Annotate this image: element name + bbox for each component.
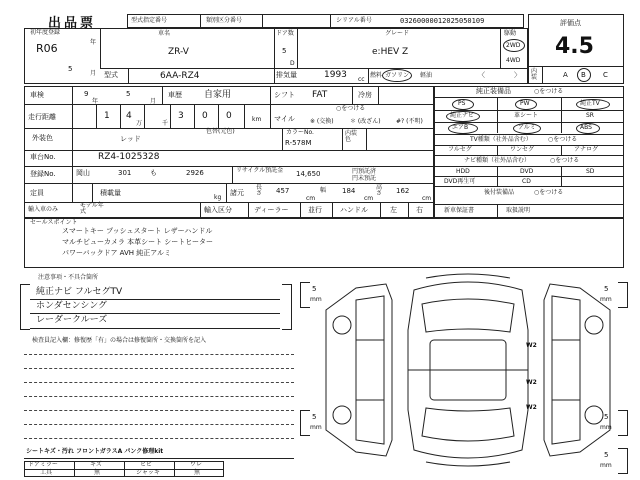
mileage-digit-3: 3	[178, 111, 184, 121]
damage-mark-2: W2	[526, 379, 537, 386]
registration-number: 2926	[186, 169, 204, 177]
tread-rear-left: 5	[312, 413, 317, 421]
drive-4wd: 4WD	[506, 57, 521, 64]
genuine-equipment-label: 純正装備品	[476, 87, 511, 95]
serial-label: シリアル番号	[336, 17, 372, 24]
note-item-2: ホンダセンシング	[36, 301, 108, 311]
mileage-digit-2: 4	[126, 111, 132, 121]
mileage-digit-5: 0	[226, 111, 232, 121]
tread-spare: 5	[604, 451, 609, 459]
option-airbag: エアB	[452, 124, 469, 131]
sales-point-line-3: パワーバックドア AVH 純正アルミ	[62, 249, 172, 257]
mileage-label: 走行距離	[28, 113, 56, 121]
tv-analog: アナログ	[574, 146, 599, 153]
tv-oneseg: ワンセグ	[510, 146, 535, 153]
drive-2wd: 2WD	[506, 42, 521, 49]
inspection-year: 9	[84, 90, 89, 98]
score-label: 評価点	[560, 19, 581, 27]
car-damage-diagram	[296, 270, 640, 480]
mileage-digit-1: 1	[104, 111, 110, 121]
first-reg-label: 初年度登録	[30, 29, 61, 36]
damage-mark-3: W2	[526, 404, 537, 411]
first-reg-era: R06	[36, 42, 58, 55]
interior-grade-b: B	[581, 71, 586, 79]
vehicle-height: 162	[396, 187, 410, 195]
windshield	[422, 299, 514, 332]
interior-label: 内装	[531, 68, 538, 81]
condition-note: シートキズ・汚れ フロントガラスA パンク修理kit	[26, 448, 164, 455]
first-reg-month: 5	[68, 65, 73, 73]
displacement: 1993	[324, 70, 347, 80]
form-title: 出品票	[48, 16, 97, 31]
registration-kana: も	[150, 169, 157, 177]
car-name-label: 車名	[158, 30, 171, 37]
option-sr: SR	[586, 112, 594, 119]
usage-type: 自家用	[204, 90, 232, 100]
fuel-diesel: 軽油	[420, 72, 433, 79]
note-item-3: レーダークルーズ	[36, 315, 108, 325]
option-alloy: アルミ	[518, 124, 536, 131]
inspection-label: 車検	[30, 91, 44, 99]
inspection-month: 5	[126, 90, 131, 98]
type-designation-label: 型式指定番号	[131, 17, 168, 24]
car-name: ZR-V	[168, 47, 189, 57]
chassis-label: 車台No.	[30, 153, 56, 161]
left-side-outline	[326, 284, 392, 456]
tread-front-left: 5	[312, 285, 317, 293]
interior-grade-c: C	[603, 71, 608, 79]
sales-point-line-2: マルチビューカメラ 本革シート シートヒーター	[62, 238, 214, 246]
registration-class: 301	[118, 169, 132, 177]
option-ps: PS	[458, 100, 466, 107]
option-leather-seat: 革シート	[514, 112, 539, 119]
shift-type: FAT	[312, 90, 328, 100]
grade-value: e:HEV Z	[372, 47, 409, 57]
option-genuine-tv: 純正TV	[580, 100, 600, 107]
interior-grade-a: A	[563, 71, 568, 79]
vehicle-width: 184	[342, 187, 356, 195]
sales-point-label: セールスポイント	[30, 219, 78, 226]
tread-rear-right: 5	[604, 413, 609, 421]
exterior-color-label: 外装色	[32, 134, 53, 142]
option-pw: PW	[520, 100, 530, 107]
exterior-color: レッド	[120, 135, 141, 143]
nav-sd: SD	[586, 168, 595, 175]
registration-label: 登録No.	[30, 170, 56, 178]
class-number-label: 類別区分番号	[206, 17, 243, 24]
sales-point-line-1: スマートキー プッシュスタート レザーハンドル	[62, 227, 213, 235]
recycle-deposit: 14,650	[296, 170, 321, 178]
door-count: 5	[282, 47, 287, 55]
nav-hdd: HDD	[456, 168, 470, 175]
inspector-note-label: 検査員記入欄：修復歴「有」の場合は修復箇所・交換箇所を記入	[32, 337, 207, 344]
rear-window	[422, 408, 514, 441]
note-item-1: 純正ナビ フルセグTV	[36, 287, 123, 297]
color-number: R-578M	[285, 139, 312, 147]
tv-fullseg: フルセグ	[448, 146, 472, 153]
chassis-number: RZ4-1025328	[98, 152, 160, 162]
score-value: 4.5	[555, 34, 594, 59]
model-code: 6AA-RZ4	[160, 71, 200, 81]
option-genuine-nav: 純正ナビ	[450, 112, 475, 119]
mileage-digit-4: 0	[202, 111, 208, 121]
registration-area: 岡山	[76, 169, 90, 177]
notes-label: 注意事項・不具合箇所	[38, 274, 99, 281]
fuel-gasoline: ガソリン	[385, 72, 410, 79]
tread-front-right: 5	[604, 285, 609, 293]
serial-number: 03260000012025050109	[400, 17, 485, 25]
vehicle-length: 457	[276, 187, 290, 195]
option-abs: ABS	[580, 124, 592, 131]
grade-label: グレード	[385, 30, 410, 37]
damage-mark-1: W2	[526, 342, 537, 349]
nav-dvd: DVD	[520, 168, 534, 175]
